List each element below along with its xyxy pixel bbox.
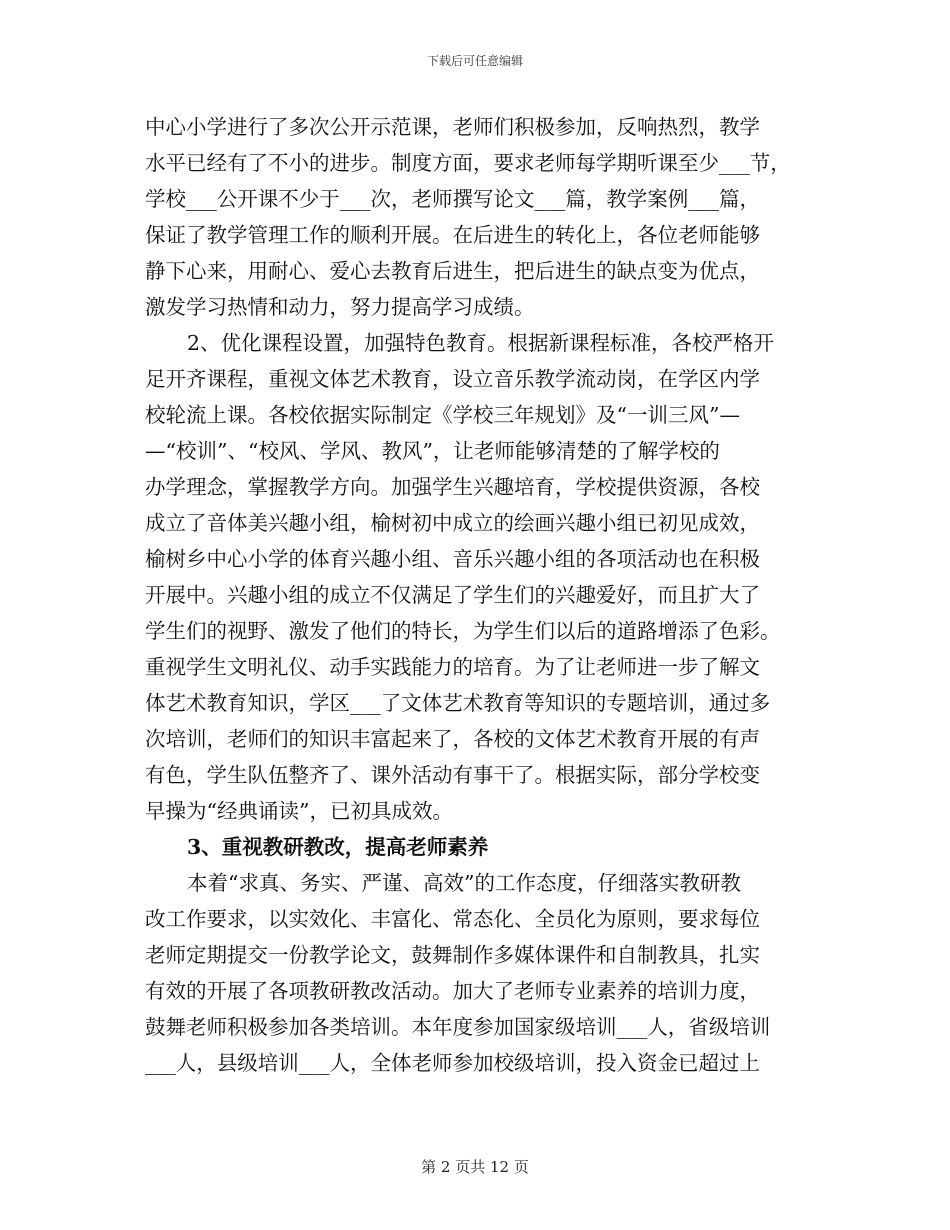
text-line: 老师定期提交一份教学论文，鼓舞制作多媒体课件和自制教具，扎实	[145, 943, 760, 967]
text-line: ___人，县级培训___人，全体老师参加校级培训，投入资金已超过上	[145, 1051, 760, 1075]
text-line: 保证了教学管理工作的顺利开展。在后进生的转化上，各位老师能够	[145, 223, 760, 247]
text-line: 开展中。兴趣小组的成立不仅满足了学生们的兴趣爱好，而且扩大了	[145, 583, 760, 607]
text-line: 早操为“经典诵读”，已初具成效。	[145, 799, 453, 823]
text-line: 办学理念，掌握教学方向。加强学生兴趣培育，学校提供资源，各校	[145, 475, 760, 499]
text-line: 学校___公开课不少于___次，老师撰写论文___篇，教学案例___篇，	[145, 187, 760, 211]
text-line: 体艺术教育知识，学区___了文体艺术教育等知识的专题培训，通过多	[145, 691, 771, 715]
section-heading: 3、重视教研教改，提高老师素养	[187, 835, 489, 859]
page-header: 下载后可任意编辑	[426, 54, 523, 68]
text-line: 本着“求真、务实、严谨、高效”的工作态度，仔细落实教研教	[187, 871, 741, 895]
text-line: 有色，学生队伍整齐了、课外活动有事干了。根据实际，部分学校变	[145, 763, 760, 787]
text-line: 中心小学进行了多次公开示范课，老师们积极参加，反响热烈，教学	[145, 115, 760, 139]
text-line: 榆树乡中心小学的体育兴趣小组、音乐兴趣小组的各项活动也在积极	[145, 547, 760, 571]
text-line: 成立了音体美兴趣小组，榆树初中成立的绘画兴趣小组已初见成效，	[145, 511, 760, 535]
text-line: 足开齐课程，重视文体艺术教育，设立音乐教学流动岗，在学区内学	[145, 367, 760, 391]
text-line: 次培训，老师们的知识丰富起来了，各校的文体艺术教育开展的有声	[145, 727, 760, 751]
text-line: 校轮流上课。各校依据实际制定《学校三年规划》及“一训三风”—	[145, 403, 740, 427]
text-line: 静下心来，用耐心、爱心去教育后进生，把后进生的缺点变为优点，	[145, 259, 760, 283]
text-line: 2、优化课程设置，加强特色教育。根据新课程标准，各校严格开	[187, 331, 775, 355]
text-line: 激发学习热情和动力，努力提高学习成绩。	[145, 295, 535, 319]
text-line: —“校训”、“校风、学风、教风”，让老师能够清楚的了解学校的	[145, 439, 720, 463]
page-footer: 第 2 页共 12 页	[421, 1158, 529, 1176]
text-line: 水平已经有了不小的进步。制度方面，要求老师每学期听课至少___节，	[145, 151, 791, 175]
text-line: 鼓舞老师积极参加各类培训。本年度参加国家级培训___人，省级培训	[145, 1015, 771, 1039]
document-body	[145, 109, 825, 1081]
text-line: 重视学生文明礼仪、动手实践能力的培育。为了让老师进一步了解文	[145, 655, 760, 679]
text-line: 改工作要求，以实效化、丰富化、常态化、全员化为原则，要求每位	[145, 907, 760, 931]
text-line: 学生们的视野、激发了他们的特长，为学生们以后的道路增添了色彩。	[145, 619, 781, 643]
text-line: 有效的开展了各项教研教改活动。加大了老师专业素养的培训力度，	[145, 979, 760, 1003]
